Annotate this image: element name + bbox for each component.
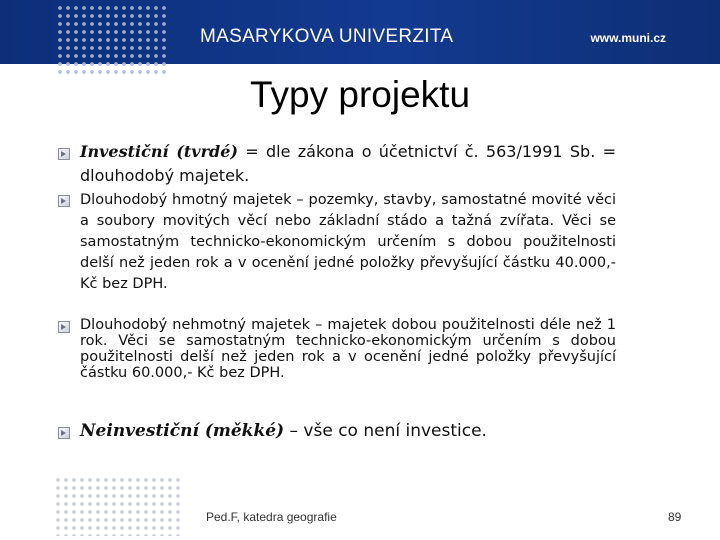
bullet-text: – vše co není investice. (284, 421, 487, 441)
university-name: MASARYKOVA UNIVERZITA (200, 26, 454, 47)
bullet-text: Dlouhodobý hmotný majetek – pozemky, stavby, samostatné movité věci a soubory movitých věcí nebo základní stádo a tažná zvířata. Věci se samostatným technicko-ekonomickým určením s dobou použitelnosti delší než jeden rok a v ocenění jedné položky převyšující částku 40.000,- Kč bez DPH. (80, 192, 616, 292)
bullet-arrow-icon (58, 148, 70, 160)
footer-text: Ped.F, katedra geografie (206, 510, 337, 524)
bullet-text: = dle zákona o účetnictví č. 563/1991 Sb. = dlouhodobý majetek. (80, 142, 616, 185)
bullet-neinvesticni (58, 419, 616, 443)
bullet-text: Dlouhodobý nehmotný majetek – majetek dobou použitelnosti déle než 1 rok. Věci se samostatným technicko-ekonomickým určením s dobou použitelnosti delší než jeden rok a v ocenění jedné položky převyšující částku 60.000,- Kč bez DPH. (80, 317, 616, 381)
dot-pattern-top (56, 4, 168, 78)
bullet-arrow-icon (58, 427, 70, 439)
slide-title: Typy projektu (249, 74, 471, 115)
website-url: www.muni.cz (590, 31, 666, 45)
slide-content (58, 140, 616, 443)
bullet-arrow-icon (58, 195, 70, 207)
bullet-investicni (58, 140, 616, 188)
dot-pattern-bottom (54, 476, 180, 536)
term-neinvesticni: Neinvestiční (měkké) (80, 421, 285, 441)
bullet-nehmotny (58, 317, 616, 381)
term-investicni: Investiční (tvrdé) (80, 142, 238, 161)
bullet-hmotny (58, 190, 616, 295)
page-number: 89 (668, 510, 682, 524)
bullet-arrow-icon (58, 321, 70, 333)
